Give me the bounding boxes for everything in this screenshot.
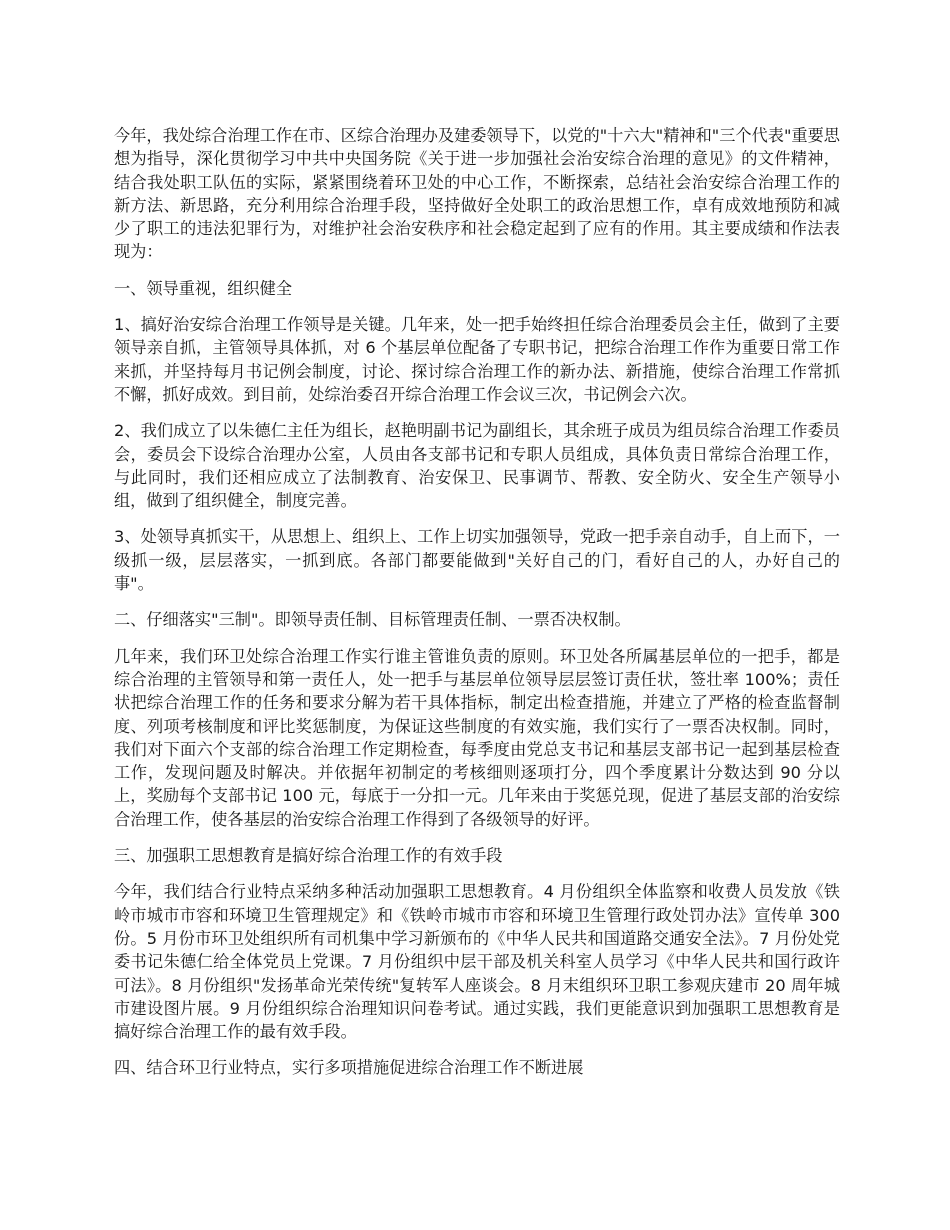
section-heading-4: 四、结合环卫行业特点，实行多项措施促进综合治理工作不断进展 <box>114 1058 584 1078</box>
intro-paragraph: 今年，我处综合治理工作在市、区综合治理办及建委领导下，以党的"十六大"精神和"三个代表"重要思想为指导，深化贯彻学习中共中央国务院《关于进一步加强社会治安综合治理的意见》的文件精神，结合我处职工队伍的实际，紧紧围绕着环卫处的中心工作，不断探索，总结社会治安综合治理工作的新方法、新思路，充分利用综合治理手段，坚持做好全处职工的政治思想工作，卓有成效地预防和减少了职工的违法犯罪行为，对维护社会治安秩序和社会稳定起到了应有的作用。其主要成绩和作法表现为： <box>114 126 840 262</box>
document-body <box>114 124 840 1093</box>
body-paragraph: 1、搞好治安综合治理工作领导是关键。几年来，处一把手始终担任综合治理委员会主任，做到了主要领导亲自抓，主管领导具体抓，对 6 个基层单位配备了专职书记，把综合治理工作作为重要日常工作来抓，并坚持每月书记例会制度，讨论、探讨综合治理工作的新办法、新措施，使综合治理工作常抓不懈，抓好成效。到目前，处综治委召开综合治理工作会议三次，书记例会六次。 <box>114 315 840 404</box>
body-paragraph: 今年，我们结合行业特点采纳多种活动加强职工思想教育。4 月份组织全体监察和收费人员发放《铁岭市城市市容和环境卫生管理规定》和《铁岭市城市市容和环境卫生管理行政处罚办法》宣传单 300 份。5 月份市环卫处组织所有司机集中学习新颁布的《中华人民共和国道路交通安全法》。7 月份处党委书记朱德仁给全体党员上党课。7 月份组织中层干部及机关科室人员学习《中华人民共和国行政许可法》。8 月份组织"发扬革命光荣传统"复转军人座谈会。8 月末组织环卫职工参观庆建市 20 周年城市建设图片展。9 月份组织综合治理知识问卷考试。通过实践，我们更能意识到加强职工思想教育是搞好综合治理工作的最有效手段。 <box>114 882 840 1042</box>
section-heading-3: 三、加强职工思想教育是搞好综合治理工作的有效手段 <box>114 846 503 866</box>
body-paragraph: 3、处领导真抓实干，从思想上、组织上、工作上切实加强领导，党政一把手亲自动手，自上而下，一级抓一级，层层落实，一抓到底。各部门都要能做到"关好自己的门，看好自己的人，办好自己的事"。 <box>114 527 840 594</box>
section-heading-2: 二、仔细落实"三制"。即领导责任制、目标管理责任制、一票否决权制。 <box>114 610 631 630</box>
body-paragraph: 2、我们成立了以朱德仁主任为组长，赵艳明副书记为副组长，其余班子成员为组员综合治理工作委员会，委员会下设综合治理办公室，人员由各支部书记和专职人员组成，具体负责日常综合治理工作，与此同时，我们还相应成立了法制教育、治安保卫、民事调节、帮教、安全防火、安全生产领导小组，做到了组织健全，制度完善。 <box>114 421 840 511</box>
body-paragraph: 几年来，我们环卫处综合治理工作实行谁主管谁负责的原则。环卫处各所属基层单位的一把手，都是综合治理的主管领导和第一责任人，处一把手与基层单位领导层层签订责任状，签壮率 100%；责任状把综合治理工作的任务和要求分解为若干具体指标，制定出检查措施，并建立了严格的检查监督制度、列项考核制度和评比奖惩制度，为保证这些制度的有效实施，我们实行了一票否决权制。同时，我们对下面六个支部的综合治理工作定期检查，每季度由党总支书记和基层支部书记一起到基层检查工作，发现问题及时解决。并依据年初制定的考核细则逐项打分，四个季度累计分数达到 90 分以上，奖励每个支部书记 100 元，每底于一分扣一元。几年来由于奖惩兑现，促进了基层支部的治安综合治理工作，使各基层的治安综合治理工作得到了各级领导的好评。 <box>114 646 840 829</box>
section-heading-1: 一、领导重视，组织健全 <box>114 278 293 298</box>
